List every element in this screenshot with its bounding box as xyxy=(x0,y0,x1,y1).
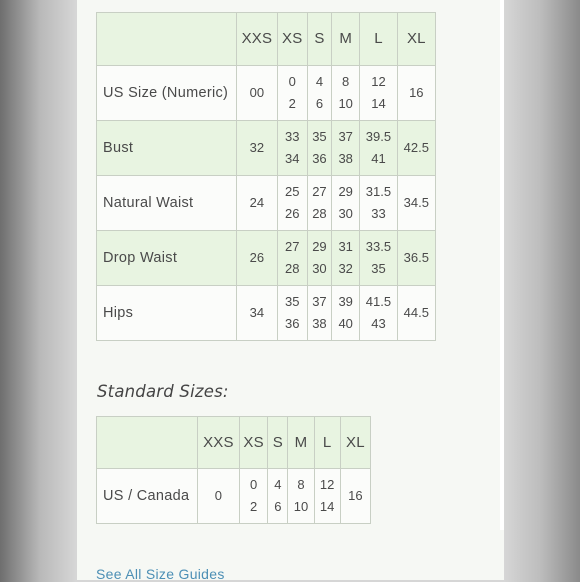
cell-values xyxy=(237,82,276,104)
cell-values xyxy=(360,181,396,225)
table-row xyxy=(97,286,436,341)
header-cell-xxs: XXS xyxy=(197,417,239,469)
cell-value: 2 xyxy=(250,499,258,514)
cell-value: 35 xyxy=(312,129,327,144)
table-cell xyxy=(332,176,360,231)
cell-value: 41 xyxy=(371,151,386,166)
table-cell xyxy=(197,469,239,524)
table-cell xyxy=(397,66,435,121)
cell-value: 29 xyxy=(312,239,327,254)
cell-value: 6 xyxy=(315,96,324,111)
table-cell xyxy=(237,66,277,121)
cell-value: 31 xyxy=(338,239,353,254)
cell-value: 33 xyxy=(371,206,386,221)
cell-values xyxy=(398,302,435,324)
row-label: Hips xyxy=(97,286,237,341)
cell-value: 2 xyxy=(288,96,296,111)
cell-value: 38 xyxy=(312,316,327,331)
header-cell-l: L xyxy=(314,417,340,469)
cell-values xyxy=(315,474,340,518)
cell-value: 32 xyxy=(338,261,353,276)
header-cell-m: M xyxy=(288,417,314,469)
cell-value: 34.5 xyxy=(403,195,429,210)
cell-value: 27 xyxy=(312,184,327,199)
cell-value: 28 xyxy=(312,206,327,221)
cell-value: 42.5 xyxy=(403,140,429,155)
table-cell xyxy=(277,176,307,231)
table-row xyxy=(97,176,436,231)
table-cell xyxy=(397,286,435,341)
cell-value: 44.5 xyxy=(403,305,429,320)
cell-values xyxy=(398,192,435,214)
table-cell xyxy=(360,286,397,341)
cell-values xyxy=(332,181,359,225)
cell-value: 6 xyxy=(274,499,282,514)
table-cell xyxy=(237,286,277,341)
cell-value: 36.5 xyxy=(403,250,429,265)
cell-values xyxy=(360,126,396,170)
cell-values xyxy=(360,291,396,335)
table-cell xyxy=(307,121,331,176)
standard-sizes-heading: Standard Sizes: xyxy=(97,382,229,401)
header-cell-xs: XS xyxy=(240,417,268,469)
cell-value: 14 xyxy=(371,96,386,111)
cell-values xyxy=(268,474,287,518)
table-cell xyxy=(397,121,435,176)
cell-values xyxy=(237,302,276,324)
header-cell-m: M xyxy=(332,13,360,66)
cell-values xyxy=(278,126,307,170)
header-cell-s: S xyxy=(307,13,331,66)
cell-values xyxy=(278,236,307,280)
cell-value: 4 xyxy=(274,477,282,492)
row-label: Bust xyxy=(97,121,237,176)
cell-values xyxy=(237,137,276,159)
cell-values xyxy=(360,236,396,280)
cell-value: 36 xyxy=(312,151,327,166)
header-cell-xxs: XXS xyxy=(237,13,277,66)
cell-value: 38 xyxy=(338,151,353,166)
header-cell-s: S xyxy=(268,417,288,469)
table-row xyxy=(97,231,436,286)
cell-value: 34 xyxy=(284,151,300,166)
table-cell xyxy=(237,121,277,176)
standard-sizes-table xyxy=(96,416,371,524)
cell-values xyxy=(278,291,307,335)
cell-value: 37 xyxy=(338,129,353,144)
cell-value: 0 xyxy=(288,74,296,89)
cell-values xyxy=(360,71,396,115)
table-cell xyxy=(360,231,397,286)
cell-value: 40 xyxy=(338,316,353,331)
cell-value: 28 xyxy=(284,261,300,276)
cell-value: 39 xyxy=(338,294,353,309)
header-cell-l: L xyxy=(360,13,397,66)
table-cell xyxy=(277,66,307,121)
cell-values xyxy=(308,126,331,170)
table-cell xyxy=(240,469,268,524)
row-label: Natural Waist xyxy=(97,176,237,231)
table-cell xyxy=(314,469,340,524)
table-cell xyxy=(360,66,397,121)
cell-value: 16 xyxy=(409,85,424,100)
cell-values xyxy=(332,71,359,115)
cell-value: 30 xyxy=(338,206,353,221)
header-cell-xl: XL xyxy=(397,13,435,66)
row-label: US Size (Numeric) xyxy=(97,66,237,121)
cell-value: 26 xyxy=(284,206,300,221)
cell-values xyxy=(288,474,313,518)
cell-values xyxy=(332,291,359,335)
cell-values xyxy=(332,126,359,170)
cell-value: 43 xyxy=(371,316,386,331)
see-all-size-guides-link[interactable]: See All Size Guides xyxy=(96,566,225,582)
table-cell xyxy=(237,176,277,231)
cell-value: 12 xyxy=(371,74,386,89)
table-row xyxy=(97,66,436,121)
cell-value: 4 xyxy=(315,74,324,89)
cell-values xyxy=(308,291,331,335)
table-cell xyxy=(268,469,288,524)
cell-value: 12 xyxy=(319,477,335,492)
cell-values xyxy=(398,247,435,269)
cell-value: 0 xyxy=(250,477,258,492)
row-label: Drop Waist xyxy=(97,231,237,286)
cell-value: 30 xyxy=(312,261,327,276)
table-cell xyxy=(307,66,331,121)
table-row xyxy=(97,469,371,524)
table-header-row xyxy=(97,417,371,469)
table-cell xyxy=(332,286,360,341)
cell-value: 14 xyxy=(319,499,335,514)
cell-value: 37 xyxy=(312,294,327,309)
cell-value: 32 xyxy=(249,140,265,155)
table-header-row xyxy=(97,13,436,66)
cell-value: 10 xyxy=(338,96,353,111)
cell-values xyxy=(332,236,359,280)
cell-value: 29 xyxy=(338,184,353,199)
table-cell xyxy=(397,231,435,286)
header-corner-cell xyxy=(97,417,198,469)
table-cell xyxy=(237,231,277,286)
cell-value: 24 xyxy=(249,195,265,210)
cell-values xyxy=(398,82,435,104)
header-cell-xs: XS xyxy=(277,13,307,66)
table-cell xyxy=(277,231,307,286)
cell-value: 26 xyxy=(249,250,265,265)
cell-value: 34 xyxy=(249,305,265,320)
table-cell xyxy=(307,231,331,286)
cell-values xyxy=(198,485,239,507)
cell-values xyxy=(341,485,370,507)
cell-value: 10 xyxy=(293,499,309,514)
cell-value: 00 xyxy=(249,85,265,100)
cell-values xyxy=(398,137,435,159)
panel-edge xyxy=(500,0,504,530)
table-row xyxy=(97,121,436,176)
cell-value: 39.5 xyxy=(365,129,392,144)
table-cell xyxy=(288,469,314,524)
cell-value: 41.5 xyxy=(365,294,392,309)
cell-value: 33.5 xyxy=(365,239,392,254)
cell-value: 36 xyxy=(284,316,300,331)
cell-values xyxy=(308,181,331,225)
cell-value: 16 xyxy=(348,488,363,503)
cell-values xyxy=(240,474,267,518)
table-cell xyxy=(277,121,307,176)
measurements-table xyxy=(96,12,436,341)
cell-value: 8 xyxy=(342,74,350,89)
header-cell-xl: XL xyxy=(340,417,370,469)
cell-value: 0 xyxy=(214,488,222,503)
table-cell xyxy=(307,176,331,231)
cell-value: 35 xyxy=(284,294,300,309)
header-corner-cell xyxy=(97,13,237,66)
table-cell xyxy=(397,176,435,231)
cell-value: 8 xyxy=(297,477,305,492)
table-cell xyxy=(307,286,331,341)
cell-value: 35 xyxy=(371,261,386,276)
cell-values xyxy=(278,181,307,225)
cell-value: 31.5 xyxy=(365,184,392,199)
cell-values xyxy=(308,236,331,280)
table-cell xyxy=(340,469,370,524)
cell-values xyxy=(237,192,276,214)
table-cell xyxy=(332,231,360,286)
cell-value: 25 xyxy=(284,184,300,199)
table-cell xyxy=(360,176,397,231)
table-cell xyxy=(332,66,360,121)
table-cell xyxy=(277,286,307,341)
cell-values xyxy=(278,71,307,115)
row-label: US / Canada xyxy=(97,469,198,524)
cell-values xyxy=(308,71,331,115)
table-cell xyxy=(360,121,397,176)
cell-value: 27 xyxy=(284,239,300,254)
cell-values xyxy=(237,247,276,269)
cell-value: 33 xyxy=(284,129,300,144)
table-cell xyxy=(332,121,360,176)
